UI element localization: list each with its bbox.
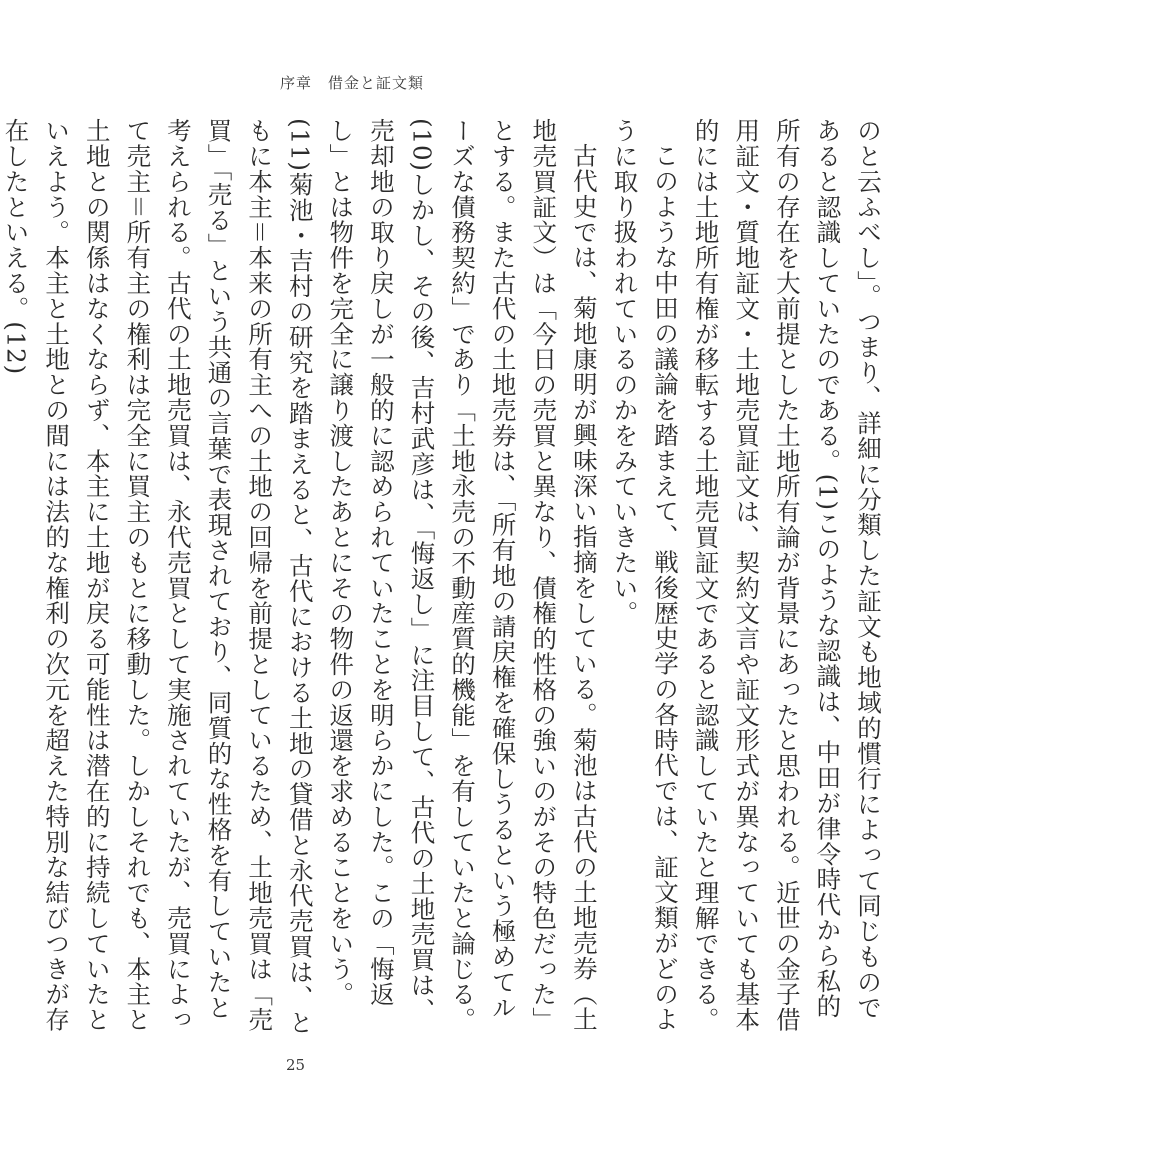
paragraph: のと云ふべし」。つまり、詳細に分類した証文も地域的慣行によって同じものであると認識していたのである。(1)このような認識は、中田が律令時代から私的所有の存在を大前提とした土地所有論が背景にあったと思われる。近世の金子借用証文・質地証文・土地売買証文は、契約文言や証文形式が異なっていても基本的には土地所有権が移転する土地売買証文であると認識していたと理解できる。 xyxy=(691,118,883,1033)
paragraph: このような中田の議論を踏まえて、戦後歴史学の各時代では、証文類がどのように取り扱われているのかをみていきたい。 xyxy=(610,118,681,1032)
vertical-body-text xyxy=(1,118,888,1038)
chapter-title: 借金と証文類 xyxy=(328,74,425,92)
paragraph: 古代史では、菊地康明が興味深い指摘をしている。菊池は古代の土地売券（土地売買証文）は「今日の売買と異なり、債権的性格の強いのがその特色だった」とする。また古代の土地売券は、「所有地の請戻権を確保しうるという極めてルーズな債務契約」であり「土地永売の不動産質的機能」を有していたと論じる。(10)しかし、その後、吉村武彦は、「悔返し」に注目して、古代の土地売買は、売却地の取り戻しが一般的に認められていたことを明らかにした。この「悔返し」とは物件を完全に譲り渡したあとにその物件の返還を求めることをいう。(11)菊池・吉村の研究を踏まえると、古代における土地の貸借と永代売買は、ともに本主＝本来の所有主への土地の回帰を前提としているため、土地売買は「売買」「売る」という共通の言葉で表現されており、同質的な性格を有していたと考えられる。古代の土地売買は、永代売買として実施されていたが、売買によって売主＝所有主の権利は完全に買主のもとに移動した。しかしそれでも、本主と土地との関係はなくならず、本主に土地が戻る可能性は潜在的に持続していたといえよう。本主と土地との間には法的な権利の次元を超えた特別な結びつきが存在したといえる。(12) xyxy=(1,118,599,1036)
running-header xyxy=(280,72,424,93)
page-number: 25 xyxy=(286,1056,306,1074)
chapter-label: 序章 xyxy=(280,74,313,92)
